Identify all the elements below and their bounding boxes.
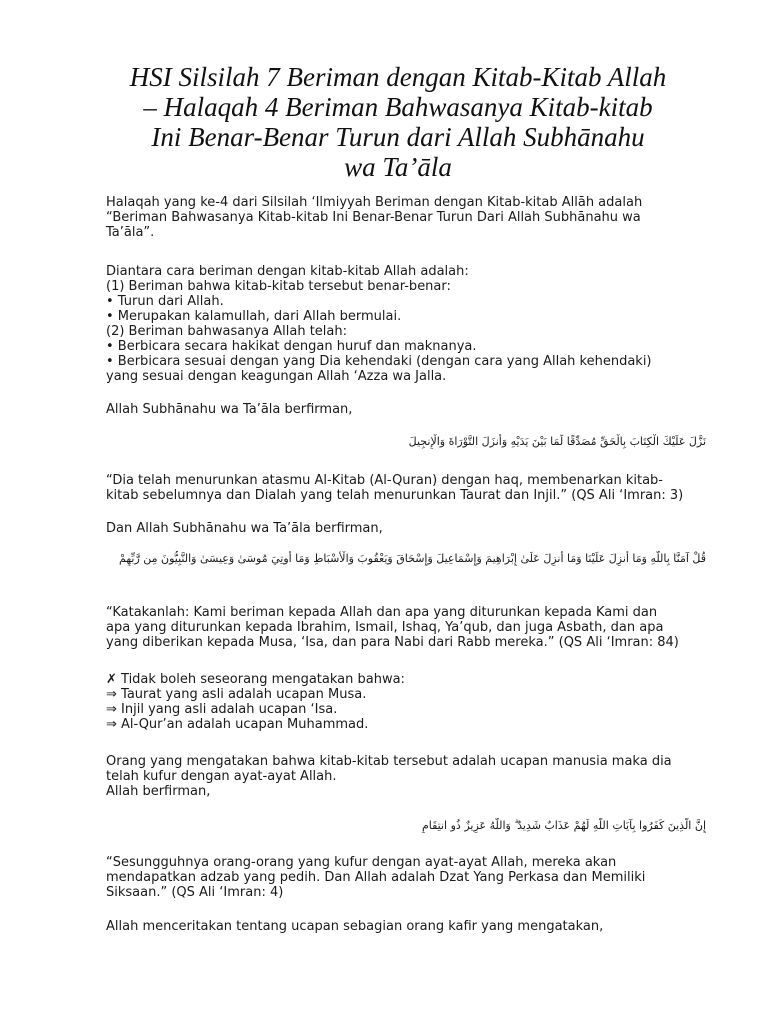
- text-line: • Turun dari Allah.: [106, 294, 224, 309]
- text-line: Halaqah yang ke-4 dari Silsilah ‘Ilmiyyah Beriman dengan Kitab-kitab Allāh adalah: [106, 195, 643, 210]
- title-line: – Halaqah 4 Beriman Bahwasanya Kitab-kitab: [143, 92, 653, 122]
- text-line: • Merupakan kalamullah, dari Allah bermulai.: [106, 309, 402, 324]
- text-line: • Berbicara sesuai dengan yang Dia kehendaki (dengan cara yang Allah kehendaki): [106, 354, 652, 369]
- title-line: Ini Benar-Benar Turun dari Allah Subhānahu: [151, 122, 645, 152]
- text-line: Allah Subhānahu wa Ta’āla berfirman,: [106, 402, 353, 417]
- kufur-paragraph: [106, 754, 706, 799]
- text-line: Ta’āla”.: [106, 225, 155, 240]
- text-line: Siksaan.” (QS Ali ‘Imran: 4): [106, 885, 284, 900]
- text-line: Diantara cara beriman dengan kitab-kitab Allah adalah:: [106, 264, 469, 279]
- text-line: Orang yang mengatakan bahwa kitab-kitab tersebut adalah ucapan manusia maka dia: [106, 754, 672, 769]
- ayat-translation-2: [106, 605, 706, 650]
- text-line: yang sesuai dengan keagungan Allah ‘Azza wa Jalla.: [106, 369, 447, 384]
- text-line: ⇒ Al-Qur’an adalah ucapan Muhammad.: [106, 717, 369, 732]
- ayat-translation-3: [106, 855, 706, 900]
- text-line: kitab sebelumnya dan Dialah yang telah menurunkan Taurat dan Injil.” (QS Ali ‘Imran: 3): [106, 488, 684, 503]
- firman-intro-2: [106, 521, 706, 536]
- text-line: ⇒ Injil yang asli adalah ucapan ‘Isa.: [106, 702, 338, 717]
- text-line: (1) Beriman bahwa kitab-kitab tersebut benar-benar:: [106, 279, 451, 294]
- closing-paragraph: [106, 919, 706, 934]
- text-line: apa yang diturunkan kepada Ibrahim, Ismail, Ishaq, Ya’qub, dan juga Asbath, dan apa: [106, 620, 664, 635]
- intro-paragraph: [106, 195, 706, 240]
- text-line: (2) Beriman bahwasanya Allah telah:: [106, 324, 347, 339]
- title-line: HSI Silsilah 7 Beriman dengan Kitab-Kitab Allah: [129, 62, 667, 92]
- text-line: ⇒ Taurat yang asli adalah ucapan Musa.: [106, 687, 367, 702]
- text-line: Allah menceritakan tentang ucapan sebagian orang kafir yang mengatakan,: [106, 919, 604, 934]
- prohibition-list: [106, 672, 706, 732]
- text-line: yang diberikan kepada Musa, ‘Isa, dan para Nabi dari Rabb mereka.” (QS Ali ‘Imran: 84): [106, 635, 679, 650]
- text-line: mendapatkan adzab yang pedih. Dan Allah adalah Dzat Yang Perkasa dan Memiliki: [106, 870, 646, 885]
- text-line: “Beriman Bahwasanya Kitab-kitab Ini Benar-Benar Turun Dari Allah Subhānahu wa: [106, 210, 641, 225]
- text-line: Dan Allah Subhānahu wa Ta’āla berfirman,: [106, 521, 383, 536]
- text-line: “Sesungguhnya orang-orang yang kufur dengan ayat-ayat Allah, mereka akan: [106, 855, 617, 870]
- text-line: ✗ Tidak boleh seseorang mengatakan bahwa:: [106, 672, 405, 687]
- ayat-translation-1: [106, 473, 706, 503]
- document-title: [90, 62, 706, 182]
- firman-intro-1: [106, 402, 706, 417]
- ayat-arabic-3: إِنَّ الَّذِينَ كَفَرُوا بِآيَاتِ اللَّهِ لَهُمْ عَذَابٌ شَدِيدٌ ۗ وَاللَّهُ عَزِيزٌ ذُو انتِقَامٍ: [421, 819, 706, 832]
- text-line: “Dia telah menurunkan atasmu Al-Kitab (Al-Quran) dengan haq, membenarkan kitab-: [106, 473, 664, 488]
- text-line: telah kufur dengan ayat-ayat Allah.: [106, 769, 337, 784]
- text-line: Allah berfirman,: [106, 784, 211, 799]
- title-line: wa Ta’āla: [344, 152, 452, 182]
- text-line: “Katakanlah: Kami beriman kepada Allah dan apa yang diturunkan kepada Kami dan: [106, 605, 658, 620]
- ayat-arabic-2: قُلْ آمَنَّا بِاللَّهِ وَمَا أُنزِلَ عَلَيْنَا وَمَا أُنزِلَ عَلَىٰ إِبْرَاهِيمَ وَإِسْمَاعِيلَ وَإِسْحَاقَ وَيَعْقُوبَ وَالْأَسْبَاطِ وَمَا أُوتِيَ مُوسَىٰ وَعِيسَىٰ وَالنَّبِيُّونَ مِن رَّبِّهِمْ: [119, 552, 706, 565]
- text-line: • Berbicara secara hakikat dengan huruf dan maknanya.: [106, 339, 477, 354]
- ways-of-belief-paragraph: [106, 264, 706, 384]
- ayat-arabic-1: نَزَّلَ عَلَيْكَ الْكِتَابَ بِالْحَقِّ مُصَدِّقًا لِّمَا بَيْنَ يَدَيْهِ وَأَنزَلَ التَّوْرَاةَ وَالْإِنجِيلَ: [408, 435, 706, 448]
